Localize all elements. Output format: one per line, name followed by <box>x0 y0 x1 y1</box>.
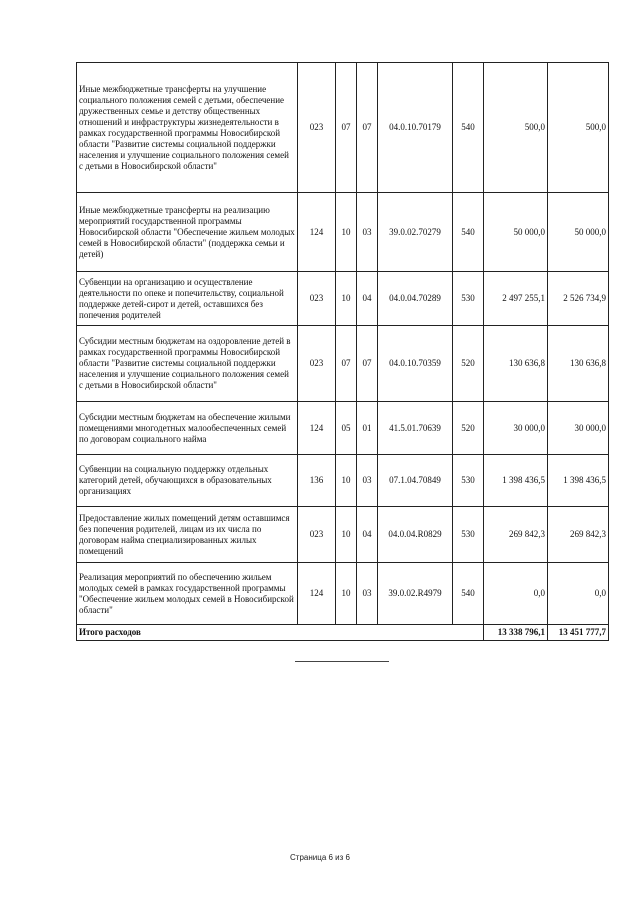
row-rz: 05 <box>336 402 357 455</box>
row-vr: 530 <box>453 507 484 563</box>
row-name: Иные межбюджетные трансферты на реализацию мероприятий государственной программы Новосибирской области "Обеспечение жильем молодых семей в Новосибирской области" (поддержка семьи и детей) <box>77 193 298 272</box>
row-name: Субсидии местным бюджетам на обеспечение жилыми помещениями многодетных малообеспеченных семей по договорам социального найма <box>77 402 298 455</box>
table-row <box>77 507 609 563</box>
end-separator-line <box>295 661 389 662</box>
row-sum1: 130 636,8 <box>484 326 548 402</box>
table-row <box>77 455 609 507</box>
row-rz: 10 <box>336 507 357 563</box>
row-vr: 520 <box>453 402 484 455</box>
row-rz: 10 <box>336 193 357 272</box>
row-vr: 520 <box>453 326 484 402</box>
row-ved: 136 <box>298 455 336 507</box>
row-sum1: 0,0 <box>484 563 548 625</box>
total-row <box>77 625 609 641</box>
row-sum2: 130 636,8 <box>548 326 609 402</box>
row-vr: 530 <box>453 272 484 326</box>
row-rz: 10 <box>336 563 357 625</box>
row-name: Предоставление жилых помещений детям оставшимся без попечения родителей, лицам из их числа по договорам найма специализированных жилых помещений <box>77 507 298 563</box>
row-sum1: 2 497 255,1 <box>484 272 548 326</box>
table-row <box>77 272 609 326</box>
table-row <box>77 402 609 455</box>
row-csr: 04.0.04.70289 <box>378 272 453 326</box>
row-pr: 01 <box>357 402 378 455</box>
table-row <box>77 63 609 193</box>
row-csr: 07.1.04.70849 <box>378 455 453 507</box>
row-name: Иные межбюджетные трансферты на улучшение социального положения семей с детьми, обеспечение дружественных семье и детству общественных отношений и инфраструктуры жизнедеятельности в рамках государственной программы Новосибирской области "Развитие системы социальной поддержки населения и улучшение социального положения семей с детьми в Новосибирской области" <box>77 63 298 193</box>
row-vr: 530 <box>453 455 484 507</box>
row-sum2: 2 526 734,9 <box>548 272 609 326</box>
page-footer: Страница 6 из 6 <box>290 853 350 862</box>
row-sum2: 1 398 436,5 <box>548 455 609 507</box>
row-csr: 41.5.01.70639 <box>378 402 453 455</box>
total-label: Итого расходов <box>77 625 484 641</box>
row-ved: 023 <box>298 63 336 193</box>
row-csr: 04.0.10.70179 <box>378 63 453 193</box>
row-name: Субсидии местным бюджетам на оздоровление детей в рамках государственной программы Новосибирской области "Развитие системы социальной поддержки населения и улучшение социального положения семей с детьми в Новосибирской области" <box>77 326 298 402</box>
row-rz: 10 <box>336 272 357 326</box>
total-sum1: 13 338 796,1 <box>484 625 548 641</box>
row-pr: 03 <box>357 563 378 625</box>
row-sum2: 30 000,0 <box>548 402 609 455</box>
row-csr: 04.0.10.70359 <box>378 326 453 402</box>
row-rz: 07 <box>336 326 357 402</box>
row-csr: 04.0.04.R0829 <box>378 507 453 563</box>
row-pr: 07 <box>357 63 378 193</box>
row-ved: 023 <box>298 272 336 326</box>
row-vr: 540 <box>453 563 484 625</box>
row-pr: 04 <box>357 507 378 563</box>
row-sum1: 50 000,0 <box>484 193 548 272</box>
row-sum2: 500,0 <box>548 63 609 193</box>
row-pr: 04 <box>357 272 378 326</box>
row-sum1: 269 842,3 <box>484 507 548 563</box>
row-name: Субвенции на организацию и осуществление деятельности по опеке и попечительству, социальной поддержке детей-сирот и детей, оставшихся без попечения родителей <box>77 272 298 326</box>
row-sum1: 500,0 <box>484 63 548 193</box>
row-vr: 540 <box>453 63 484 193</box>
row-name: Субвенции на социальную поддержку отдельных категорий детей, обучающихся в образовательных организациях <box>77 455 298 507</box>
row-sum2: 0,0 <box>548 563 609 625</box>
row-sum2: 269 842,3 <box>548 507 609 563</box>
row-rz: 07 <box>336 63 357 193</box>
row-csr: 39.0.02.R4979 <box>378 563 453 625</box>
total-sum2: 13 451 777,7 <box>548 625 609 641</box>
row-rz: 10 <box>336 455 357 507</box>
row-ved: 023 <box>298 507 336 563</box>
row-ved: 124 <box>298 563 336 625</box>
table-row <box>77 326 609 402</box>
row-ved: 124 <box>298 402 336 455</box>
row-pr: 03 <box>357 193 378 272</box>
row-vr: 540 <box>453 193 484 272</box>
table-row <box>77 563 609 625</box>
row-pr: 03 <box>357 455 378 507</box>
row-sum1: 30 000,0 <box>484 402 548 455</box>
row-name: Реализация мероприятий по обеспечению жильем молодых семей в рамках государственной программы "Обеспечение жильем молодых семей в Новосибирской области" <box>77 563 298 625</box>
row-sum2: 50 000,0 <box>548 193 609 272</box>
row-ved: 023 <box>298 326 336 402</box>
row-ved: 124 <box>298 193 336 272</box>
row-csr: 39.0.02.70279 <box>378 193 453 272</box>
budget-table <box>76 62 609 641</box>
table-row <box>77 193 609 272</box>
row-sum1: 1 398 436,5 <box>484 455 548 507</box>
row-pr: 07 <box>357 326 378 402</box>
